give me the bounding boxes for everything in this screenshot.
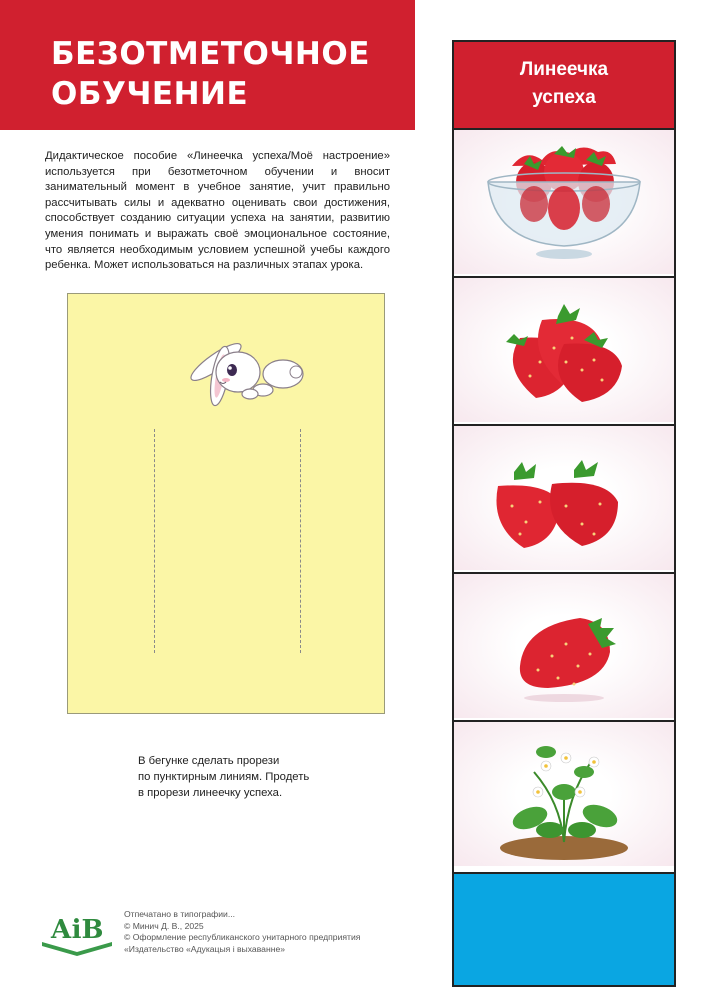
intro-paragraph: Дидактическое пособие «Линеечка успеха/Моё настроение» используется при безотметочном обучении и вносит занимательный момент в учебное занятие, учит правильно рассчитывать силы и адекватно оценивать свои достижения, способствует созданию ситуации успеха на занятии, развитию умения понимать и выражать своё эмоциональное состояние, что является необходимым условием успешной учебы каждого ребенка. Может использоваться на различных этапах урока. — [45, 150, 390, 272]
imprint-line-2: © Минич Д. В., 2025 — [124, 920, 204, 931]
logo-text: АіВ — [50, 915, 104, 945]
page-title — [51, 34, 370, 114]
ruler-level-5 — [454, 720, 674, 866]
instruction-text — [138, 753, 309, 801]
bunny-icon — [168, 314, 308, 409]
ruler-title-line-2: успеха — [532, 87, 596, 108]
imprint — [124, 909, 360, 955]
ruler-level-1 — [454, 128, 674, 274]
three-strawberries-icon — [454, 278, 674, 424]
header-banner — [0, 0, 415, 130]
ruler-title — [454, 56, 674, 112]
ruler-title-line-1: Линеечка — [519, 59, 609, 80]
success-ruler — [452, 40, 676, 987]
two-strawberries-icon — [454, 426, 674, 572]
cut-line-left — [154, 429, 155, 653]
strawberry-plant-icon — [454, 722, 674, 868]
instruction-line-2: по пунктирным линиям. Продеть — [138, 771, 310, 783]
one-strawberry-icon — [454, 574, 674, 720]
imprint-line-3: © Оформление республиканского унитарного предприятия — [124, 932, 361, 942]
ruler-blue-footer — [454, 872, 674, 985]
ruler-level-2 — [454, 276, 674, 422]
cut-line-right — [300, 429, 301, 653]
slider-card — [67, 293, 385, 714]
imprint-line-1: Отпечатано в типографии... — [124, 909, 236, 919]
instruction-line-3: в прорези линеечку успеха. — [138, 787, 283, 799]
strawberry-bowl-icon — [454, 130, 674, 276]
publisher-logo-icon — [38, 908, 116, 958]
ruler-level-3 — [454, 424, 674, 570]
ruler-header — [454, 42, 674, 128]
title-line-2: ОБУЧЕНИЕ — [51, 76, 249, 112]
imprint-line-4: «Издательство «Адукацыя і выхаванне» — [124, 943, 286, 954]
ruler-level-4 — [454, 572, 674, 718]
instruction-line-1: В бегунке сделать прорези — [138, 755, 280, 767]
title-line-1: БЕЗОТМЕТОЧНОЕ — [51, 36, 370, 72]
